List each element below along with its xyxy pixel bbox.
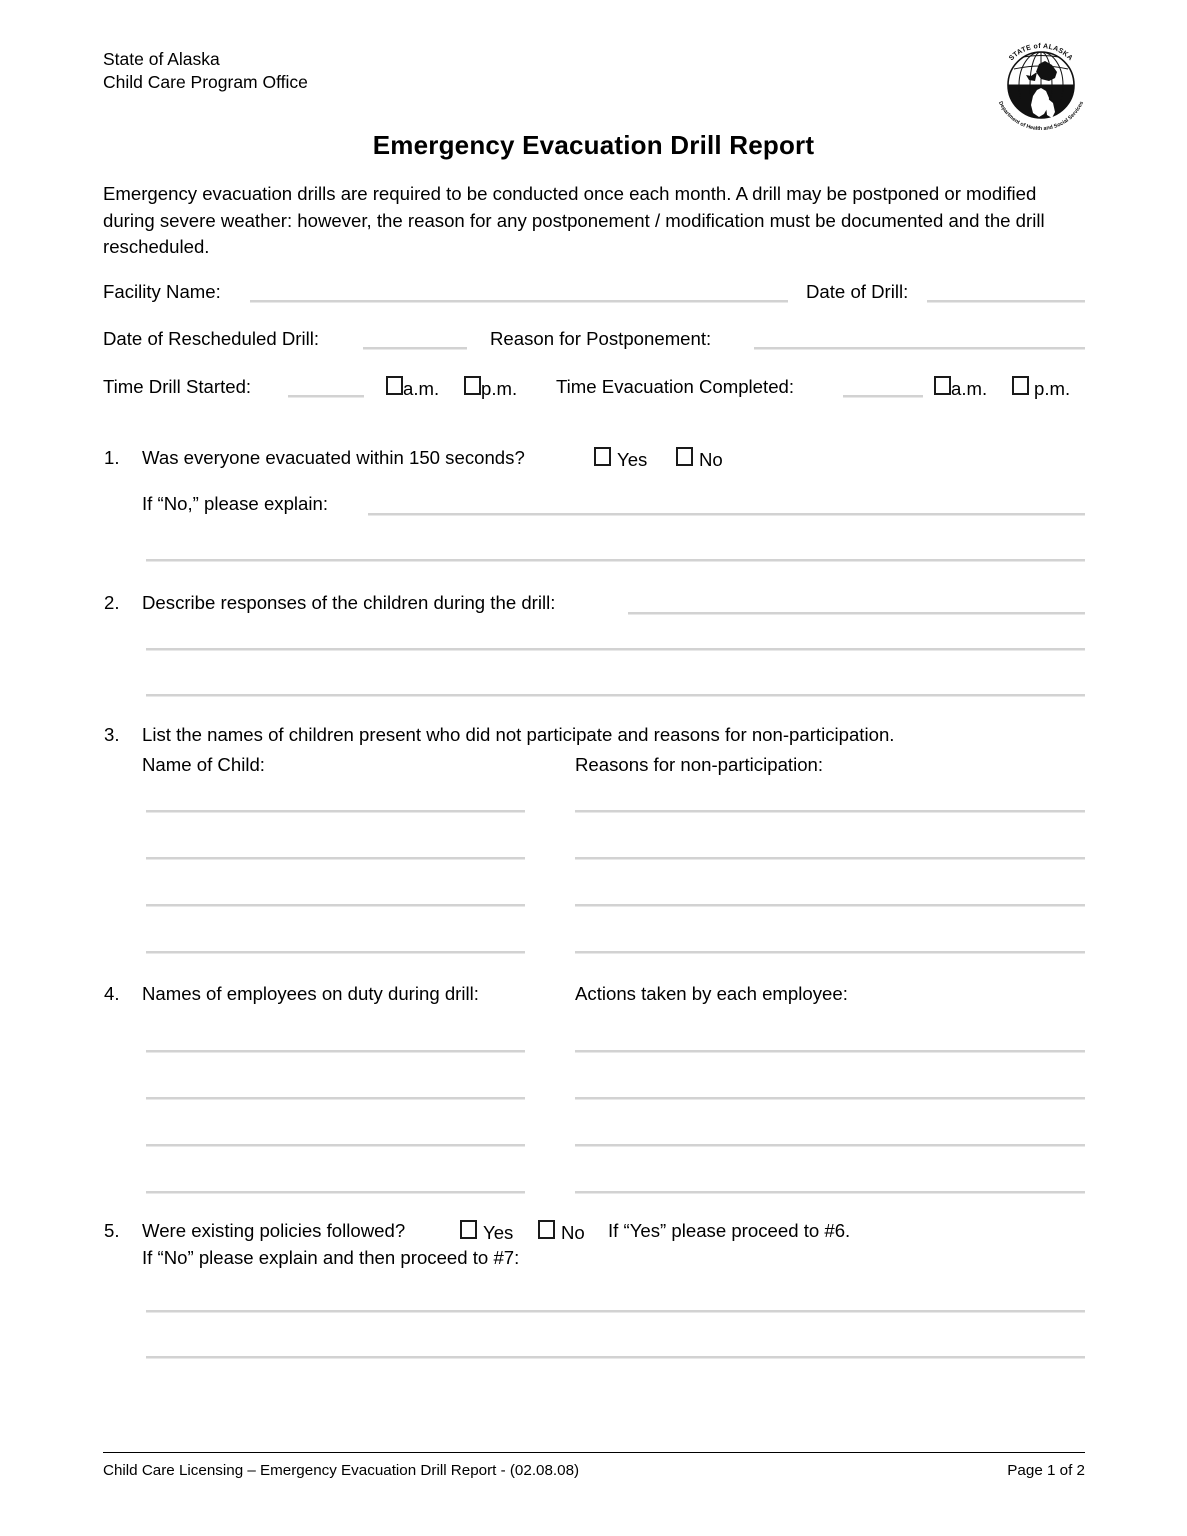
question-5-yes-option[interactable] — [460, 1220, 513, 1244]
time-started-label — [103, 376, 251, 398]
time-started-pm-checkbox[interactable] — [464, 376, 481, 395]
date-rescheduled-label-text: Date of Rescheduled Drill: — [103, 328, 319, 349]
org-line-office: Child Care Program Office — [103, 72, 308, 92]
intro-paragraph: Emergency evacuation drills are required to be conducted once each month. A drill may be postponed or modified during severe weather: however, the reason for any postponement / modification must be documented and the drill rescheduled. — [103, 183, 1045, 257]
organization-block — [103, 48, 308, 94]
footer-divider — [103, 1452, 1085, 1453]
date-of-drill-input[interactable] — [927, 300, 1085, 303]
question-5-yes-checkbox[interactable] — [460, 1220, 477, 1239]
question-5-answer-line-2[interactable] — [146, 1356, 1085, 1359]
question-3-column-2-label: Reasons for non-participation: — [575, 754, 824, 775]
question-5-yes-label: Yes — [483, 1222, 514, 1243]
seal-bottom-text: Department of Health and Social Services — [996, 100, 1086, 133]
page-title: Emergency Evacuation Drill Report — [372, 130, 815, 160]
org-line-state: State of Alaska — [103, 49, 220, 69]
question-2-answer-line-2[interactable] — [146, 648, 1085, 651]
time-completed-am-label: a.m. — [951, 378, 988, 399]
time-completed-input[interactable] — [843, 395, 923, 398]
time-completed-pm-checkbox[interactable] — [1012, 376, 1029, 395]
facility-name-label-text: Facility Name: — [103, 281, 221, 302]
question-5-second-line: If “No” please explain and then proceed to #7: — [142, 1247, 520, 1268]
footer-left-text: Child Care Licensing – Emergency Evacuation Drill Report - (02.08.08) — [103, 1462, 580, 1479]
question-1-text: Was everyone evacuated within 150 seconds? — [142, 447, 525, 468]
question-1-no-option[interactable] — [676, 447, 723, 471]
question-3-name-line-3[interactable] — [146, 904, 525, 907]
question-4-column-2-label: Actions taken by each employee: — [575, 983, 848, 1004]
time-completed-pm-label: p.m. — [1034, 378, 1071, 399]
question-4-action-line-1[interactable] — [575, 1050, 1085, 1053]
question-2-answer-line-1[interactable] — [628, 612, 1085, 615]
time-started-am-checkbox[interactable] — [386, 376, 403, 395]
date-of-drill-label-text: Date of Drill: — [806, 281, 909, 302]
question-1-number: 1. — [104, 447, 120, 468]
facility-name-input[interactable] — [250, 300, 788, 303]
time-started-label-text: Time Drill Started: — [103, 376, 252, 397]
question-4-action-line-4[interactable] — [575, 1191, 1085, 1194]
reason-postponement-label — [490, 328, 711, 350]
reason-postponement-label-text: Reason for Postponement: — [490, 328, 712, 349]
question-1-answer-line-2[interactable] — [146, 559, 1085, 562]
footer-page-number: Page 1 of 2 — [1007, 1462, 1085, 1479]
question-4-employee-line-4[interactable] — [146, 1191, 525, 1194]
question-1-no-checkbox[interactable] — [676, 447, 693, 466]
question-4-employee-line-3[interactable] — [146, 1144, 525, 1147]
question-4-action-line-3[interactable] — [575, 1144, 1085, 1147]
time-started-input[interactable] — [288, 395, 364, 398]
question-3-column-1-label: Name of Child: — [142, 754, 265, 775]
question-2-answer-line-3[interactable] — [146, 694, 1085, 697]
question-4-employee-line-2[interactable] — [146, 1097, 525, 1100]
question-3-reason-line-1[interactable] — [575, 810, 1085, 813]
facility-name-label — [103, 281, 221, 303]
question-3-reason-line-2[interactable] — [575, 857, 1085, 860]
question-5-no-option[interactable] — [538, 1220, 585, 1244]
question-4-action-line-2[interactable] — [575, 1097, 1085, 1100]
question-3-name-line-1[interactable] — [146, 810, 525, 813]
question-3-name-line-4[interactable] — [146, 951, 525, 954]
question-5-answer-line-1[interactable] — [146, 1310, 1085, 1313]
question-5-no-label: No — [561, 1222, 585, 1243]
question-4-number: 4. — [104, 983, 120, 1004]
seal-top-text: STATE of ALASKA — [1008, 42, 1074, 63]
question-3-reason-line-4[interactable] — [575, 951, 1085, 954]
time-completed-am-option[interactable] — [934, 376, 987, 400]
question-5-tail-text: If “Yes” please proceed to #6. — [608, 1220, 851, 1241]
question-4-column-1-label: Names of employees on duty during drill: — [142, 983, 479, 1004]
time-started-pm-option[interactable] — [464, 376, 517, 400]
question-2-number: 2. — [104, 592, 120, 613]
time-started-pm-label: p.m. — [481, 378, 518, 399]
question-3-text: List the names of children present who did not participate and reasons for non-participation. — [142, 724, 895, 745]
time-completed-label-text: Time Evacuation Completed: — [556, 376, 795, 397]
date-rescheduled-label — [103, 328, 319, 350]
question-4-employee-line-1[interactable] — [146, 1050, 525, 1053]
question-5-no-checkbox[interactable] — [538, 1220, 555, 1239]
question-1-yes-checkbox[interactable] — [594, 447, 611, 466]
question-1-answer-line-1[interactable] — [368, 513, 1085, 516]
reason-postponement-input[interactable] — [754, 347, 1085, 350]
question-3-number: 3. — [104, 724, 120, 745]
question-5-number: 5. — [104, 1220, 120, 1241]
time-completed-pm-option[interactable] — [1012, 376, 1070, 400]
question-2-text: Describe responses of the children during the drill: — [142, 592, 556, 613]
question-3-name-line-2[interactable] — [146, 857, 525, 860]
time-completed-label — [556, 376, 794, 398]
time-started-am-label: a.m. — [403, 378, 440, 399]
state-of-alaska-seal-icon — [985, 26, 1097, 138]
date-of-drill-label — [806, 281, 908, 303]
time-completed-am-checkbox[interactable] — [934, 376, 951, 395]
question-3-reason-line-3[interactable] — [575, 904, 1085, 907]
question-1-no-label: No — [699, 449, 723, 470]
time-started-am-option[interactable] — [386, 376, 439, 400]
question-5-text: Were existing policies followed? — [142, 1220, 406, 1241]
question-1-yes-label: Yes — [617, 449, 648, 470]
question-1-yes-option[interactable] — [594, 447, 647, 471]
date-rescheduled-input[interactable] — [363, 347, 467, 350]
question-1-sub-label: If “No,” please explain: — [142, 493, 329, 514]
